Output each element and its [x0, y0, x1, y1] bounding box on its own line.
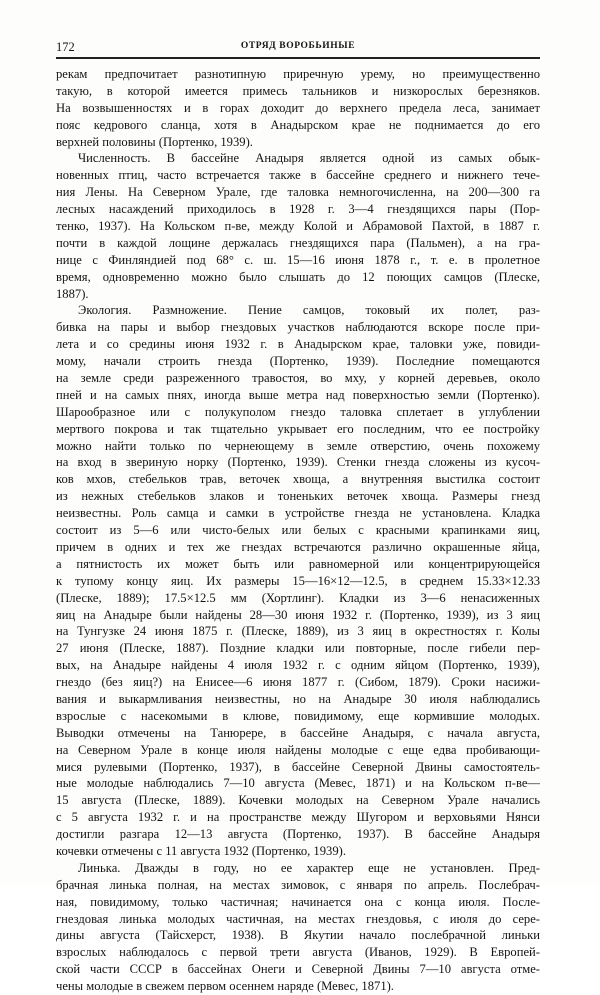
text-line: можно найти только по чернеющему в земле отверстию, очень похожему [56, 438, 540, 453]
body-text [56, 66, 540, 995]
text-line: лета и со средины июня 1932 г. в Анадырском крае, таловки уже, повиди- [56, 337, 540, 352]
text-line: пояс кедрового сланца, хотя в Анадырском крае не поднимается до его [56, 117, 540, 132]
text-line: ная, повидимому, только частичная; начинается она с конца июля. После- [56, 894, 540, 909]
text-line: мому, начали строить гнезда (Портенко, 1939). Последние помещаются [56, 354, 540, 369]
text-line: неизвестны. Роль самца и самки в устройстве гнезда не установлена. Кладка [56, 506, 540, 521]
text-line: брачная линька полная, на местах зимовок, с января по апрель. Послебрач- [56, 877, 540, 892]
text-line: взрослых наблюдалось с первой трети августа (Иванов, 1929). В Европей- [56, 945, 540, 960]
text-line: взрослые с насекомыми в клюве, повидимому, еще кормившие молодых. [56, 708, 540, 723]
header-rule [56, 57, 540, 59]
page-number: 172 [56, 40, 75, 54]
text-line: с 5 августа 1932 г. и на пространстве между Шугором и верховьями Нянси [56, 810, 540, 825]
text-line: 27 июня (Плеске, 1887). Поздние кладки или повторные, после гибели пер- [56, 641, 540, 656]
text-line: бивка на пары и выбор гнездовых участков наблюдаются вскоре после при- [56, 320, 540, 335]
text-line: на Тунгузке 24 июня 1875 г. (Плеске, 1889), из 3 яиц в окрестностях г. Колы [56, 624, 540, 639]
running-title: ОТРЯД ВОРОБЬИНЫЕ [240, 41, 356, 51]
text-line: почти в каждой лощине держалась гнездящихся пара (Пальмен), а на гра- [56, 235, 540, 250]
text-line: ков мхов, стебельков трав, веточек хвоща, а внутренняя выстилка состоит [56, 472, 540, 487]
text-line: Выводки отмечены на Танюрере, в бассейне Анадыря, с начала августа, [56, 725, 540, 740]
text-line: дины августа (Тайсхерст, 1938). В Якутии начало послебрачной линьки [56, 928, 540, 943]
text-line: нице с Финляндией под 68° с. ш. 15—16 июня 1878 г., т. е. в пролетное [56, 252, 540, 267]
text-line: (Плеске, 1889); 17.5×12.5 мм (Хортлинг). Кладки из 3—6 ненасиженных [56, 590, 540, 605]
text-line: гнездо (без яиц?) на Енисее—6 июня 1877 г. (Сибом, 1879). Сроки насижи- [56, 675, 540, 690]
text-line: достигли разгара 12—13 августа (Портенко, 1937). В бассейне Анадыря [56, 827, 540, 842]
text-line: гнездовая линька молодых частичная, на местах гнездовья, с июля до сере- [56, 911, 540, 926]
text-line: причем в одних и тех же гнездах встречаются различно окрашенные яйца, [56, 539, 540, 554]
text-line: к тупому концу яиц. Их размеры 15—16×12—12.5, в среднем 15.33×12.33 [56, 573, 540, 588]
text-line: вых, на Анадыре найдены 4 июля 1932 г. с одним яйцом (Портенко, 1939), [56, 658, 540, 673]
text-line: пней и на самых пнях, иногда выше метра над поверхностью земли (Портенко). [56, 387, 540, 402]
text-line: на вход в звериную норку (Портенко, 1939). Стенки гнезда сложены из кусоч- [56, 455, 540, 470]
text-line: вания и выкармливания неизвестны, но на Анадыре 30 июля наблюдались [56, 691, 540, 706]
text-line: а пятнистость их может быть или равномерной или концентрирующейся [56, 556, 540, 571]
text-line: верхней половины (Портенко, 1939). [56, 134, 253, 149]
text-line: Шарообразное или с полукуполом гнездо таловка сплетает в углублении [56, 404, 540, 419]
text-line: состоит из 5—6 или чисто-белых или белых с красными крапинками яиц, [56, 523, 540, 538]
section-start-numbers: Численность. В бассейне Анадыря является одной из самых обык- [78, 151, 540, 166]
text-line: на Северном Урале в конце июля найдены молодые с еще едва пробивающи- [56, 742, 540, 757]
text-line: 15 августа (Плеске, 1889). Кочевки молодых на Северном Урале начались [56, 793, 540, 808]
text-line: яиц на Анадыре были найдены 28—30 июня 1932 г. (Портенко, 1939), из 3 яиц [56, 607, 540, 622]
text-line: рекам предпочитает разнотипную приречную урему, но преимущественно [56, 67, 540, 81]
text-line: мися рулевыми (Портенко, 1937), в бассейне Северной Двины самостоятель- [56, 759, 540, 774]
text-line: 1887). [56, 286, 89, 301]
text-line: из нежных стебельков злаков и тоненьких веточек хвоща. Размеры гнезд [56, 489, 540, 504]
text-line: такую, в которой имеется примесь тальников и низкорослых березняков. [56, 83, 540, 98]
section-start-molt: Линька. Дважды в году, но ее характер еще не установлен. Пред- [78, 860, 540, 875]
text-line: на земле среди разреженного травостоя, во мху, у корней деревьев, около [56, 371, 540, 386]
text-line: новенных птиц, часто встречается также в бассейне среднего и нижнего тече- [56, 168, 540, 183]
text-line: тенко, 1937). На Кольском п-ве, между Колой и Абрамовой Пахтой, в 1887 г. [56, 219, 540, 234]
text-line: лесных насаждений приходилось в 1928 г. 3—4 гнездящихся пары (Пор- [56, 202, 540, 217]
text-line: ные молодые наблюдались 7—10 августа (Мевес, 1871) и на Кольском п-ве— [56, 776, 540, 791]
text-line: На возвышенностях и в горах доходит до верхнего предела леса, занимает [56, 100, 540, 115]
text-line: мертвого покрова и так тщательно укрывает его последним, что ее постройку [56, 421, 540, 436]
section-start-ecology: Экология. Размножение. Пение самцов, токовый их полет, раз- [78, 303, 540, 318]
text-line: время, одновременно можно было слышать до 12 поющих самцов (Плеске, [56, 269, 540, 284]
page-header [56, 36, 540, 58]
text-line: чены молодые в свежем первом осеннем наряде (Мевес, 1871). [56, 979, 394, 994]
text-line: кочевки отмечены с 11 августа 1932 (Портенко, 1939). [56, 843, 346, 858]
text-line: ской части СССР в бассейнах Онеги и Северной Двины 7—10 августа отме- [56, 962, 540, 977]
text-line: ния Лены. На Северном Урале, где таловка немногочисленна, на 200—300 га [56, 185, 540, 200]
